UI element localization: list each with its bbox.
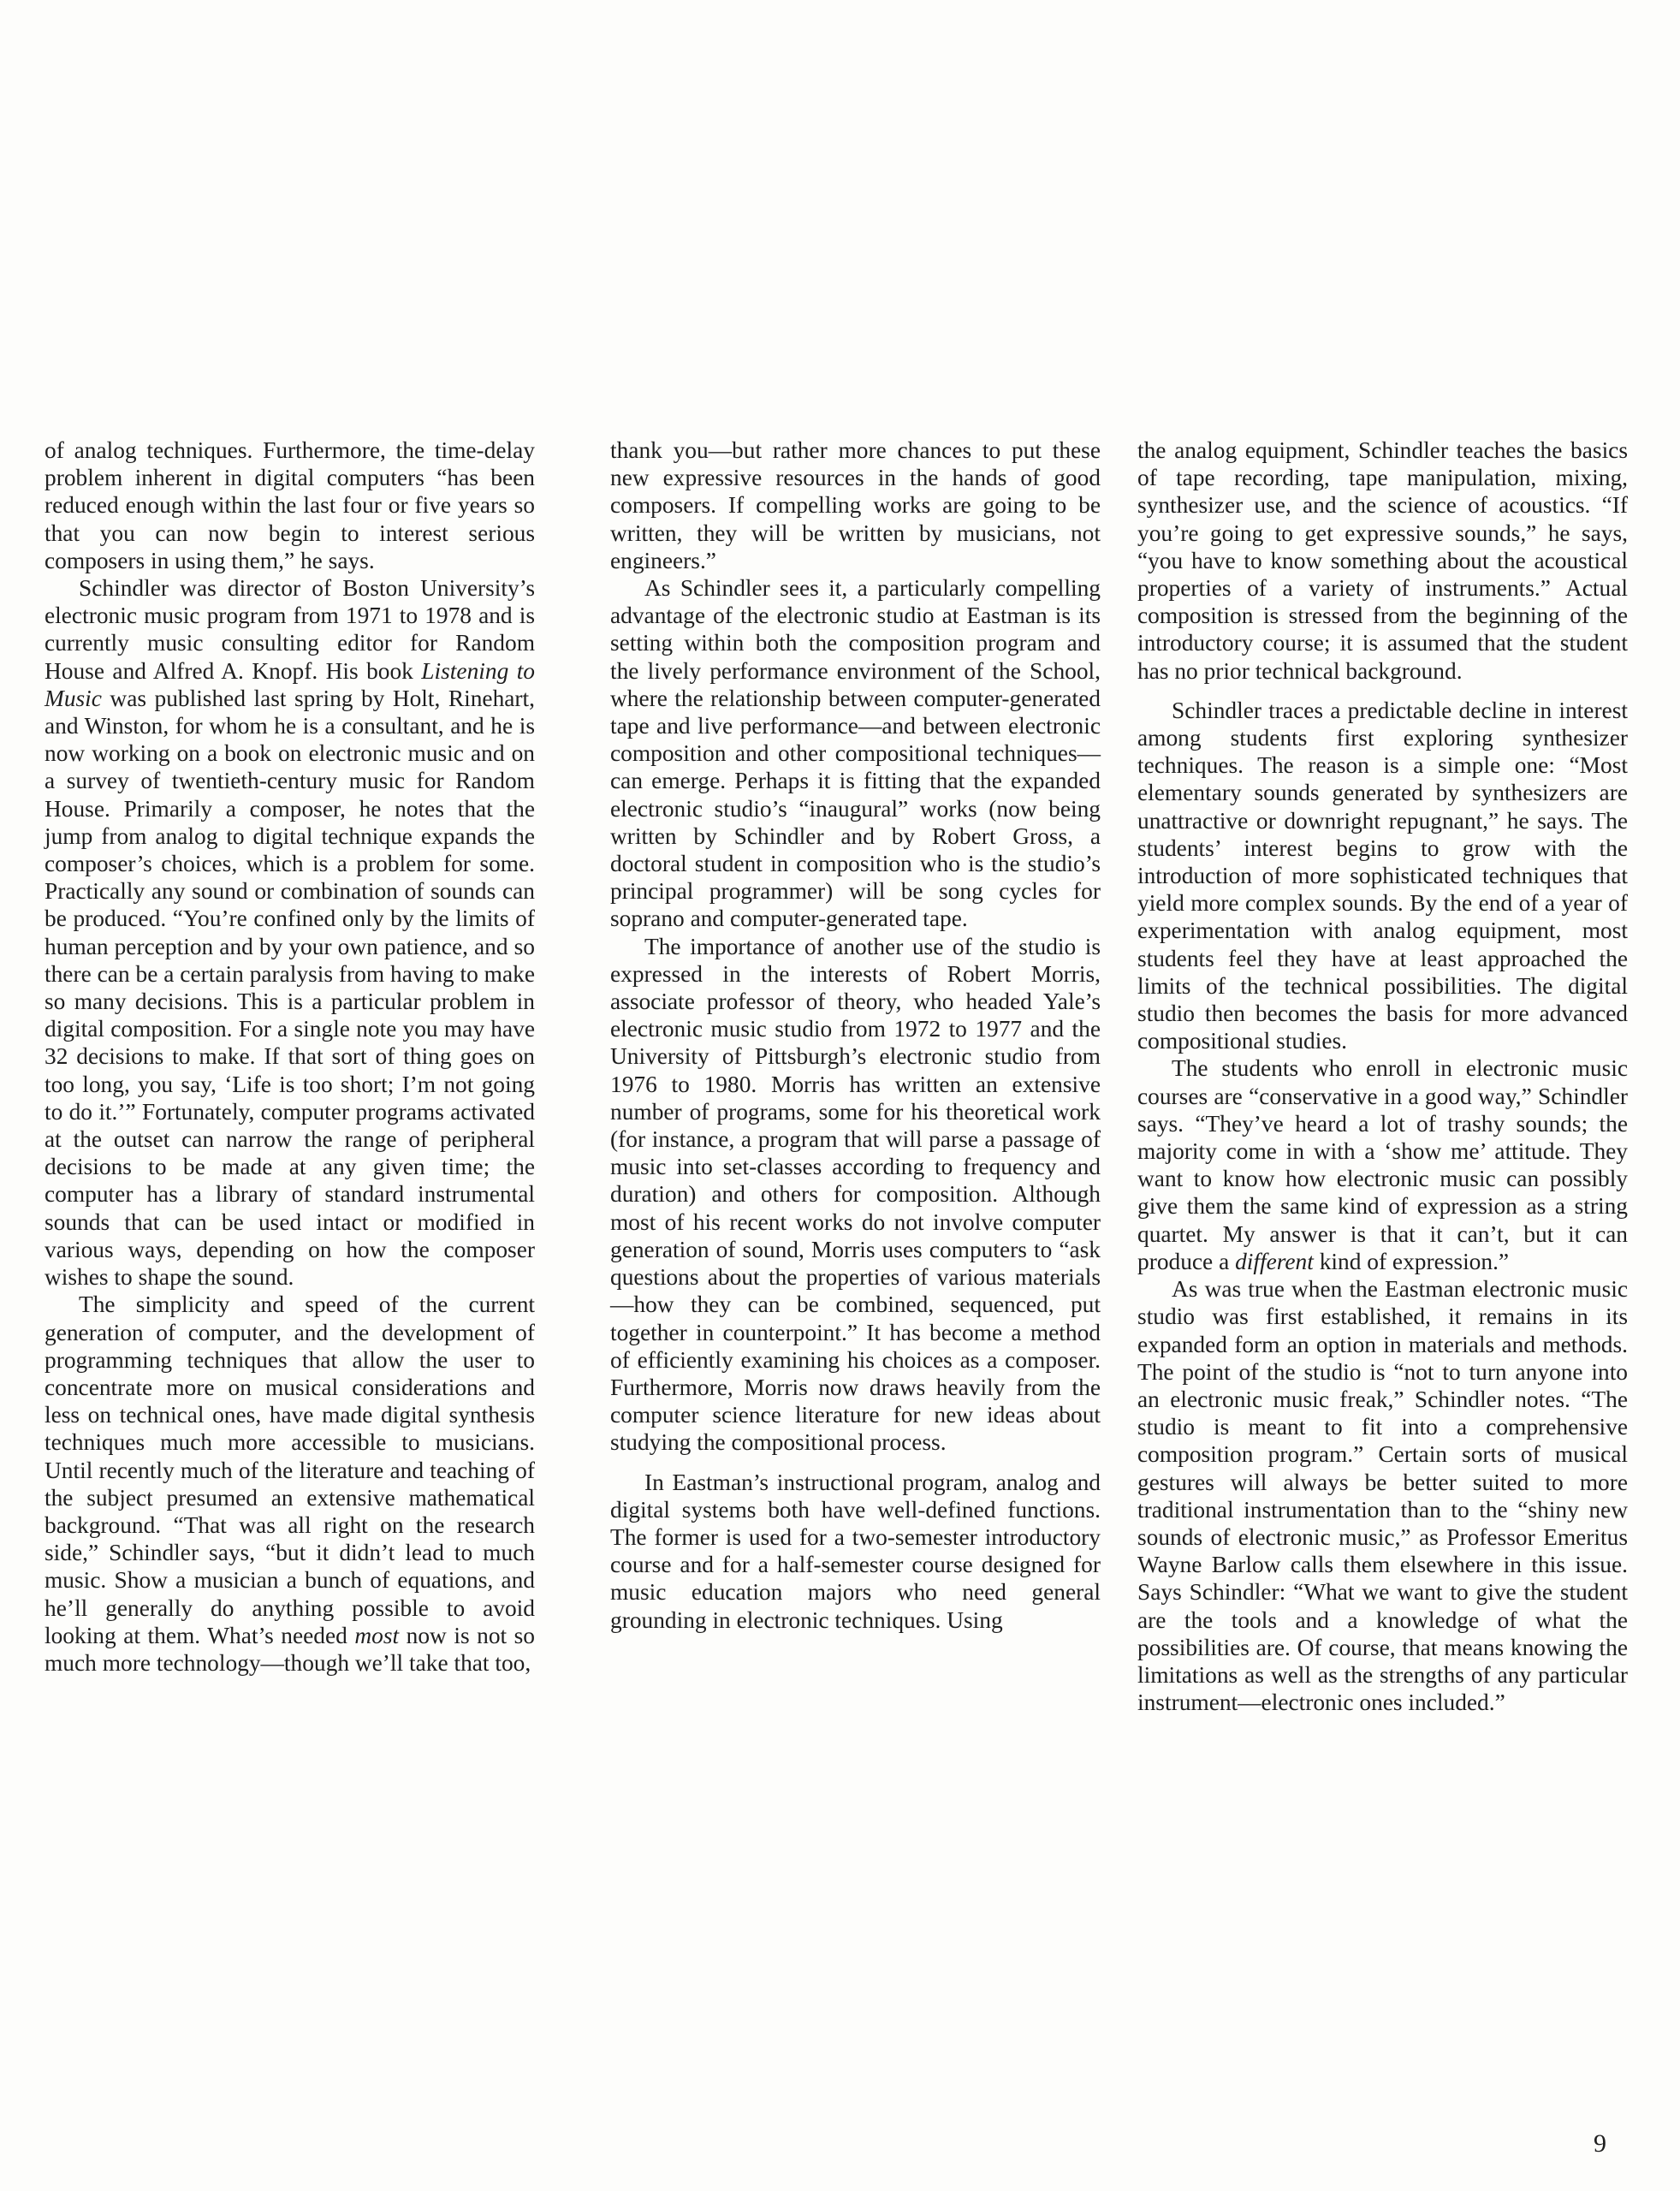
- paragraph: The importance of another use of the studio is expressed in the interests of Robert Morris, associate professor of theory, who headed Yale’s electronic music studio from 1972 to 1977 and the University of Pittsburgh’s electronic studio from 1976 to 1980. Morris has written an extensive number of programs, some for his theoretical work (for instance, a program that will parse a passage of music into set-classes according to frequency and duration) and others for composition. Although most of his recent works do not involve computer generation of sound, Morris uses computers to “ask questions about the properties of various materials—how they can be combined, sequenced, put together in counterpoint.” It has become a method of efficiently examining his choices as a composer. Furthermore, Morris now draws heavily from the computer science literature for new ideas about studying the compositional process.: [610, 933, 1101, 1456]
- text-run: The simplicity and speed of the current generation of computer, and the development of programming techniques that allow the user to concentrate more on musical considerations and less on technical ones, have made digital synthesis techniques much more accessible to musicians. Until recently much of the literature and teaching of the subject presumed an extensive mathematical background. “That was all right on the research side,” Schindler says, “but it didn’t lead to much music. Show a musician a bunch of equations, and he’ll generally do anything possible to avoid looking at them. What’s needed: [45, 1291, 535, 1648]
- paragraph: of analog techniques. Furthermore, the time-delay problem inherent in digital computers “has been reduced enough within the last four or five years so that you can now begin to interest serious composers in using them,” he says.: [45, 437, 535, 573]
- column-1: [45, 436, 535, 1677]
- paragraph: In Eastman’s instructional program, analog and digital systems both have well-defined functions. The former is used for a two-semester introductory course and for a half-semester course designed for music education majors who need general grounding in electronic techniques. Using: [610, 1469, 1101, 1633]
- paragraph: As Schindler sees it, a particularly compelling advantage of the electronic studio at Eastman is its setting within both the composition program and the lively performance environment of the School, where the relationship between computer-generated tape and live performance—and between electronic composition and other compositional techniques—can emerge. Perhaps it is fitting that the expanded electronic studio’s “inaugural” works (now being written by Schindler and by Robert Gross, a doctoral student in composition who is the studio’s principal programmer) will be song cycles for soprano and computer-generated tape.: [610, 575, 1101, 932]
- paragraph: Schindler traces a predictable decline in interest among students first exploring synthesizer techniques. The reason is a simple one: “Most elementary sounds generated by synthesizers are unattractive or downright repugnant,” he says. The students’ interest begins to grow with the introduction of more sophisticated techniques that yield more complex sounds. By the end of a year of experimentation with analog equipment, most students feel they have at least approached the limits of the technical possibilities. The digital studio then becomes the basis for more advanced compositional studies.: [1137, 697, 1628, 1054]
- text-run: was published last spring by Holt, Rinehart, and Winston, for whom he is a consultant, and he is now working on a book on electronic music and on a survey of twentieth-century music for Random House. Primarily a composer, he notes that the jump from analog to digital technique expands the composer’s choices, which is a problem for some. Practically any sound or combination of sounds can be produced. “You’re confined only by the limits of human perception and by your own patience, and so there can be a certain paralysis from having to make so many decisions. This is a particular problem in digital composition. For a single note you may have 32 decisions to make. If that sort of thing goes on too long, you say, ‘Life is too short; I’m not going to do it.’” Fortunately, computer programs activated at the outset can narrow the range of peripheral decisions to be made at any given time; the computer has a library of standard instrumental sounds that can be used intact or modified in various ways, depending on how the composer wishes to shape the sound.: [45, 685, 535, 1291]
- emphasis: different: [1235, 1248, 1314, 1274]
- paragraph: [45, 574, 535, 1291]
- book-title: Listening to Music: [45, 657, 535, 711]
- column-2: [610, 436, 1101, 1634]
- text-run: The students who enroll in electronic music courses are “conservative in a good way,” Schindler says. “They’ve heard a lot of trashy sounds; the majority come in with a ‘show me’ attitude. They want to know how electronic music can possibly give them the same kind of expression as a string quartet. My answer is that it can’t, but it can produce a: [1137, 1055, 1628, 1274]
- emphasis: most: [354, 1622, 400, 1648]
- paragraph: thank you—but rather more chances to put these new expressive resources in the hands of good composers. If compelling works are going to be written, they will be written by musicians, not engineers.”: [610, 437, 1101, 573]
- paragraph: the analog equipment, Schindler teaches the basics of tape recording, tape manipulation, mixing, synthesizer use, and the science of acoustics. “If you’re going to get expressive sounds,” he says, “you have to know something about the acoustical properties of a variety of instruments.” Actual composition is stressed from the beginning of the introductory course; it is assumed that the student has no prior technical background.: [1137, 437, 1628, 684]
- page-number: 9: [1594, 2129, 1606, 2158]
- text-run: Schindler was director of Boston University’s electronic music program from 1971 to 1978 and is currently music consulting editor for Random House and Alfred A. Knopf. His book: [45, 575, 535, 684]
- column-3: [1137, 436, 1628, 1716]
- text-run: kind of expression.”: [1313, 1248, 1510, 1274]
- paragraph: [45, 1291, 535, 1677]
- paragraph: As was true when the Eastman electronic music studio was first established, it remains in its expanded form an option in materials and methods. The point of the studio is “not to turn anyone into an electronic music freak,” Schindler notes. “The studio is meant to fit into a comprehensive composition program.” Certain sorts of musical gestures will always be better suited to more traditional instrumentation than to the “shiny new sounds of electronic music,” as Professor Emeritus Wayne Barlow calls them elsewhere in this issue. Says Schindler: “What we want to give the student are the tools and a knowledge of what the possibilities are. Of course, that means knowing the limitations as well as the strengths of any particular instrument—electronic ones included.”: [1137, 1276, 1628, 1716]
- text-run: now is not so much more technology—though we’ll take that too,: [45, 1622, 536, 1676]
- paragraph: [1137, 1054, 1628, 1275]
